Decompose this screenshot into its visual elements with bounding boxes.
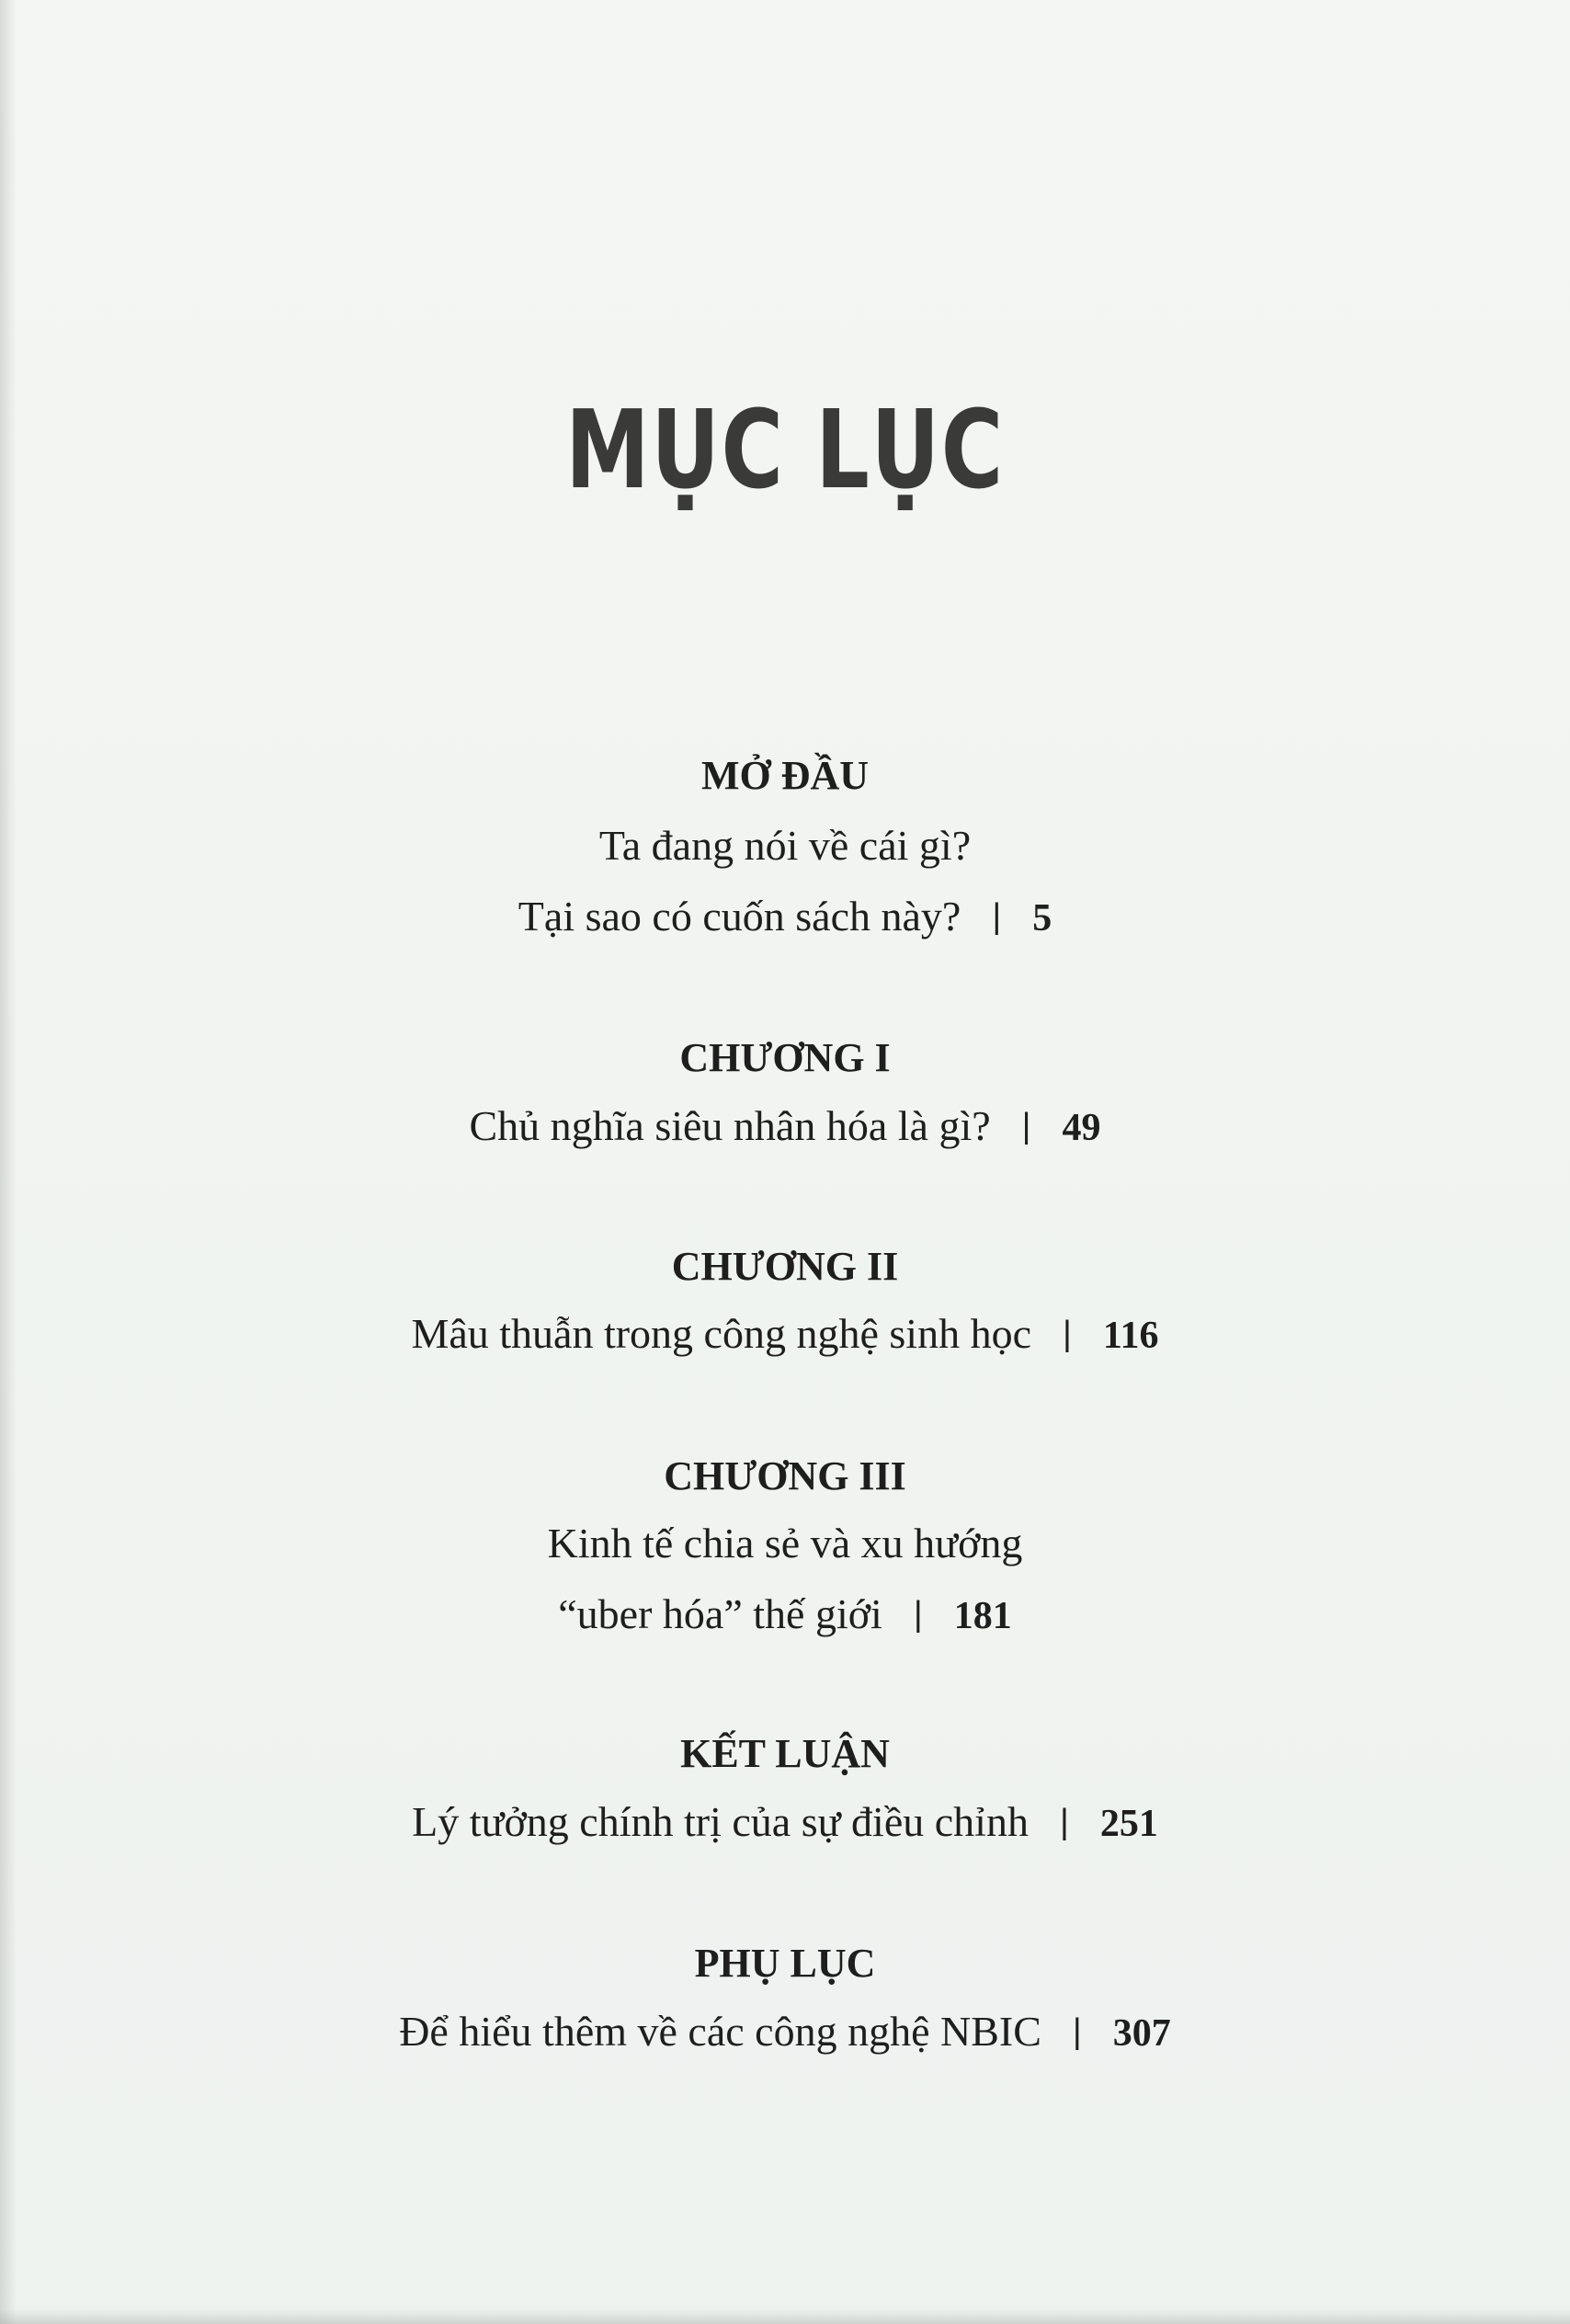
separator-bar: | (1072, 2012, 1082, 2051)
toc-entry-line (0, 821, 1570, 870)
page-number: 307 (1112, 2012, 1171, 2055)
toc-entry-text: Kinh tế chia sẻ và xu hướng (547, 1520, 1023, 1566)
section-heading-appendix: PHỤ LỤC (694, 1941, 876, 1986)
page-title: MỤC LỤC (565, 386, 1005, 513)
separator-bar: | (1062, 1315, 1072, 1353)
page-number: 251 (1099, 1803, 1158, 1845)
toc-entry-line (0, 1519, 1570, 1567)
section-heading-conclusion: KẾT LUẬN (680, 1731, 890, 1776)
toc-entry (0, 1101, 1570, 1150)
section-heading-chapter-1: CHƯƠNG I (679, 1035, 891, 1080)
toc-entry-text: Ta đang nói về cái gì? (598, 822, 972, 869)
toc-entry-text: Mâu thuẫn trong công nghệ sinh học (411, 1310, 1031, 1357)
toc-entry-text: Lý tưởng chính trị của sự điều chỉnh (412, 1798, 1029, 1845)
toc-entry (0, 1797, 1570, 1846)
section-heading-chapter-3: CHƯƠNG III (664, 1453, 906, 1498)
toc-entry-text: Tại sao có cuốn sách này? (518, 893, 961, 940)
toc-entry (0, 1589, 1570, 1638)
toc-entry-text: Để hiểu thêm về các công nghệ NBIC (399, 2008, 1041, 2055)
toc-entry (0, 2007, 1570, 2056)
page-bottom-edge (0, 2309, 1570, 2324)
separator-bar: | (992, 897, 1002, 936)
toc-entry (0, 1309, 1570, 1358)
separator-bar: | (1021, 1107, 1031, 1145)
section-heading-chapter-2: CHƯƠNG II (671, 1244, 899, 1289)
page-number: 5 (1032, 897, 1052, 940)
separator-bar: | (913, 1595, 923, 1634)
toc-entry (0, 892, 1570, 940)
page-number: 116 (1102, 1315, 1159, 1357)
page-number: 181 (953, 1595, 1012, 1637)
separator-bar: | (1059, 1803, 1069, 1841)
page-number: 49 (1062, 1107, 1101, 1149)
toc-entry-text: “uber hóa” thế giới (558, 1590, 882, 1637)
section-heading-intro: MỞ ĐẦU (700, 753, 870, 798)
toc-entry-text: Chủ nghĩa siêu nhân hóa là gì? (469, 1102, 991, 1149)
